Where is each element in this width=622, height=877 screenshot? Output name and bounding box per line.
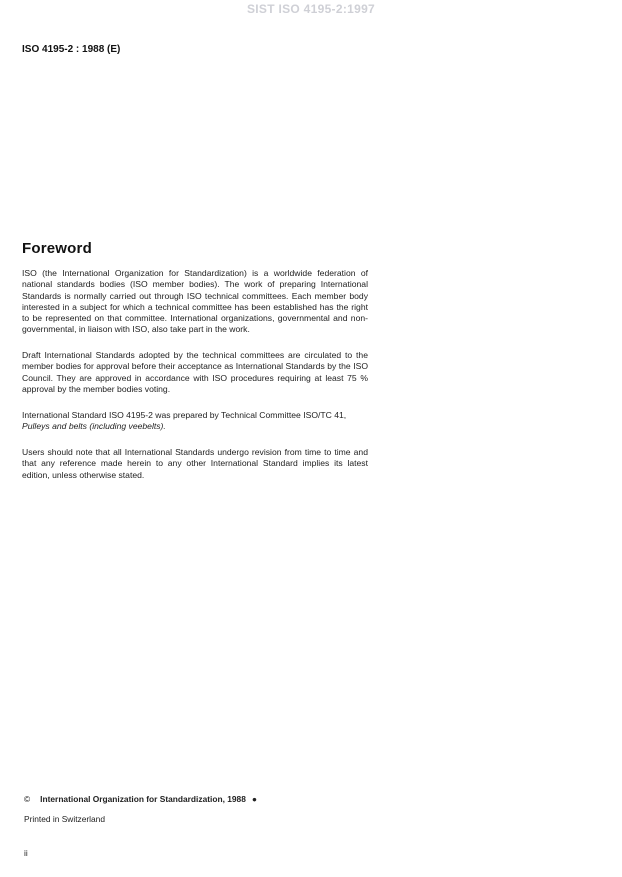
watermark: SIST ISO 4195-2:1997 — [246, 2, 376, 16]
committee-title: Pulleys and belts (including veebelts). — [22, 421, 166, 432]
document-id: ISO 4195-2 : 1988 (E) — [22, 44, 121, 55]
copyright-icon: © — [24, 794, 31, 804]
foreword-paragraph-1: ISO (the International Organization for Standardization) is a worldwide federation of national standards bodies (ISO member bodies). The work of preparing International Standards is normally carried out through ISO technical committees. Each member body interested in a subject for which a technical committee has been established has the right to be represented on that committee. International organizations, governmental and non-governmental, in liaison with ISO, also take part in the work. — [22, 268, 368, 335]
foreword-paragraph-4: Users should note that all International Standards undergo revision from time to time and that any reference made herein to any other International Standard implies its latest edition, unless otherwise stated. — [22, 447, 368, 480]
printed-in: Printed in Switzerland — [24, 814, 105, 824]
copyright-text: International Organization for Standardization, 1988 — [40, 794, 246, 804]
foreword-paragraph-3 — [22, 410, 368, 433]
committee-statement: International Standard ISO 4195-2 was prepared by Technical Committee ISO/TC 41, — [22, 410, 347, 420]
copyright-line — [24, 794, 257, 804]
bullet-icon: ● — [251, 794, 257, 804]
foreword-paragraph-2: Draft International Standards adopted by the technical committees are circulated to the member bodies for approval before their acceptance as International Standards by the ISO Council. They are approved in accordance with ISO procedures requiring at least 75 % approval by the member bodies voting. — [22, 350, 368, 394]
page-number: ii — [24, 848, 28, 858]
foreword-heading: Foreword — [22, 240, 92, 257]
